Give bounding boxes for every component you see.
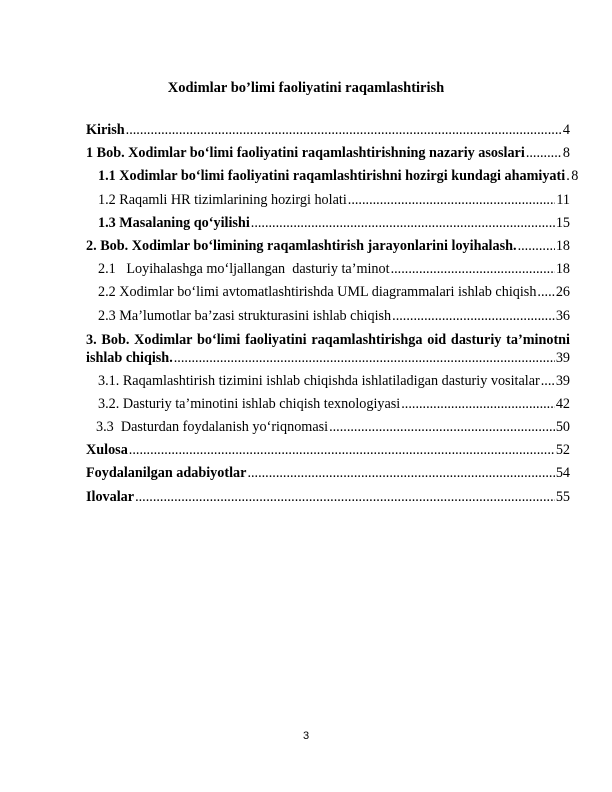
toc-entry-page: 39 (555, 349, 570, 366)
toc-leader-dots (329, 419, 555, 436)
toc-leader-dots (126, 122, 562, 139)
toc-entry-label: 2.1 Loyihalashga mo‘ljallangan dasturiy ta’minot (98, 261, 390, 278)
toc-entry-label: 3.1. Raqamlashtirish tizimini ishlab chiqishda ishlatiladigan dasturiy vositalar (98, 372, 540, 389)
toc-entry-section-1-3[interactable] (86, 215, 570, 238)
toc-entry-chapter-3[interactable] (86, 331, 570, 367)
toc-leader-dots (537, 284, 554, 301)
toc-leader-dots (135, 489, 555, 506)
toc-entry-label: Xulosa (86, 442, 128, 459)
toc-entry-page: 55 (555, 488, 570, 505)
toc-leader-dots (247, 465, 554, 482)
toc-leader-dots (174, 349, 555, 367)
toc-entry-label: 2.3 Ma’lumotlar ba’zasi strukturasini ishlab chiqish (98, 307, 392, 324)
toc-entry-page: 52 (555, 442, 570, 459)
toc-entry-page: 50 (555, 419, 570, 436)
toc-entry-page: 8 (562, 145, 570, 162)
document-title: Xodimlar bo’limi faoliyatini raqamlashtirish (167, 80, 445, 96)
toc-entry-label: 3.2. Dasturiy ta’minotini ishlab chiqish texnologiyasi (98, 395, 401, 412)
toc-leader-dots (566, 168, 570, 185)
toc-leader-dots (251, 215, 555, 232)
toc-entry-page: 42 (555, 395, 570, 412)
toc-entry-chapter-2[interactable] (86, 238, 570, 261)
toc-leader-dots (348, 192, 556, 209)
toc-entry-xulosa[interactable] (86, 442, 570, 465)
toc-entry-page: 26 (555, 284, 570, 301)
toc-entry-page: 39 (555, 372, 570, 389)
toc-leader-dots (391, 261, 555, 278)
page-number: 3 (302, 730, 310, 742)
toc-entry-label: 1 Bob. Xodimlar bo‘limi faoliyatini raqamlashtirishning nazariy asoslari (86, 145, 525, 162)
toc-entry-section-1-2[interactable] (86, 192, 570, 215)
toc-entry-page: 18 (555, 261, 570, 278)
toc-leader-dots (129, 442, 555, 459)
toc-entry-page: 36 (555, 307, 570, 324)
toc-entry-label: Foydalanilgan adabiyotlar (86, 465, 247, 482)
toc-entry-label: Kirish (86, 122, 125, 138)
toc-entry-section-2-3[interactable] (86, 308, 570, 331)
toc-entry-label: 3.3 Dasturdan foydalanish yo‘riqnomasi (96, 419, 329, 436)
toc-entry-page: 4 (562, 122, 570, 138)
toc-leader-dots (392, 308, 555, 325)
toc-entry-section-1-1[interactable] (86, 168, 579, 191)
toc-entry-label: 2.2 Xodimlar bo‘limi avtomatlashtirishda UML diagrammalari ishlab chiqish (98, 284, 537, 301)
toc-entry-label: 1.3 Masalaning qo‘yilishi (98, 214, 250, 231)
toc-leader-dots (518, 238, 555, 255)
toc-entry-label: Ilovalar (86, 488, 135, 505)
toc-entry-chapter-1[interactable] (86, 145, 570, 168)
toc-entry-kirish[interactable] (86, 122, 570, 145)
toc-entry-page: 15 (555, 214, 570, 231)
toc-entry-label: 2. Bob. Xodimlar bo‘limining raqamlashtirish jarayonlarini loyihalash. (86, 237, 517, 254)
toc-entry-label: 1.2 Raqamli HR tizimlarining hozirgi holati (98, 191, 347, 208)
toc-leader-dots (401, 396, 555, 413)
toc-entry-section-3-1[interactable] (86, 373, 570, 396)
toc-entry-adabiyotlar[interactable] (86, 465, 570, 488)
toc-entry-ilovalar[interactable] (86, 489, 570, 512)
toc-entry-page: 11 (556, 191, 570, 208)
toc-entry-section-2-1[interactable] (86, 261, 570, 284)
toc-entry-label: 1.1 Xodimlar bo‘limi faoliyatini raqamlashtirishni hozirgi kundagi ahamiyati (98, 168, 566, 185)
toc-entry-page: 54 (555, 465, 570, 482)
toc-entry-label-line2: ishlab chiqish. (86, 349, 173, 366)
toc-leader-dots (541, 373, 555, 390)
toc-entry-section-3-3[interactable] (86, 419, 570, 442)
toc-entry-label-line1: 3. Bob. Xodimlar bo‘limi faoliyatini raqamlashtirishga oid dasturiy ta’minotni (86, 331, 570, 348)
table-of-contents (86, 122, 579, 512)
toc-entry-section-2-2[interactable] (86, 284, 570, 307)
toc-entry-page: 8 (571, 168, 579, 185)
toc-entry-page: 18 (555, 237, 570, 254)
toc-entry-section-3-2[interactable] (86, 396, 570, 419)
toc-leader-dots (526, 145, 562, 162)
